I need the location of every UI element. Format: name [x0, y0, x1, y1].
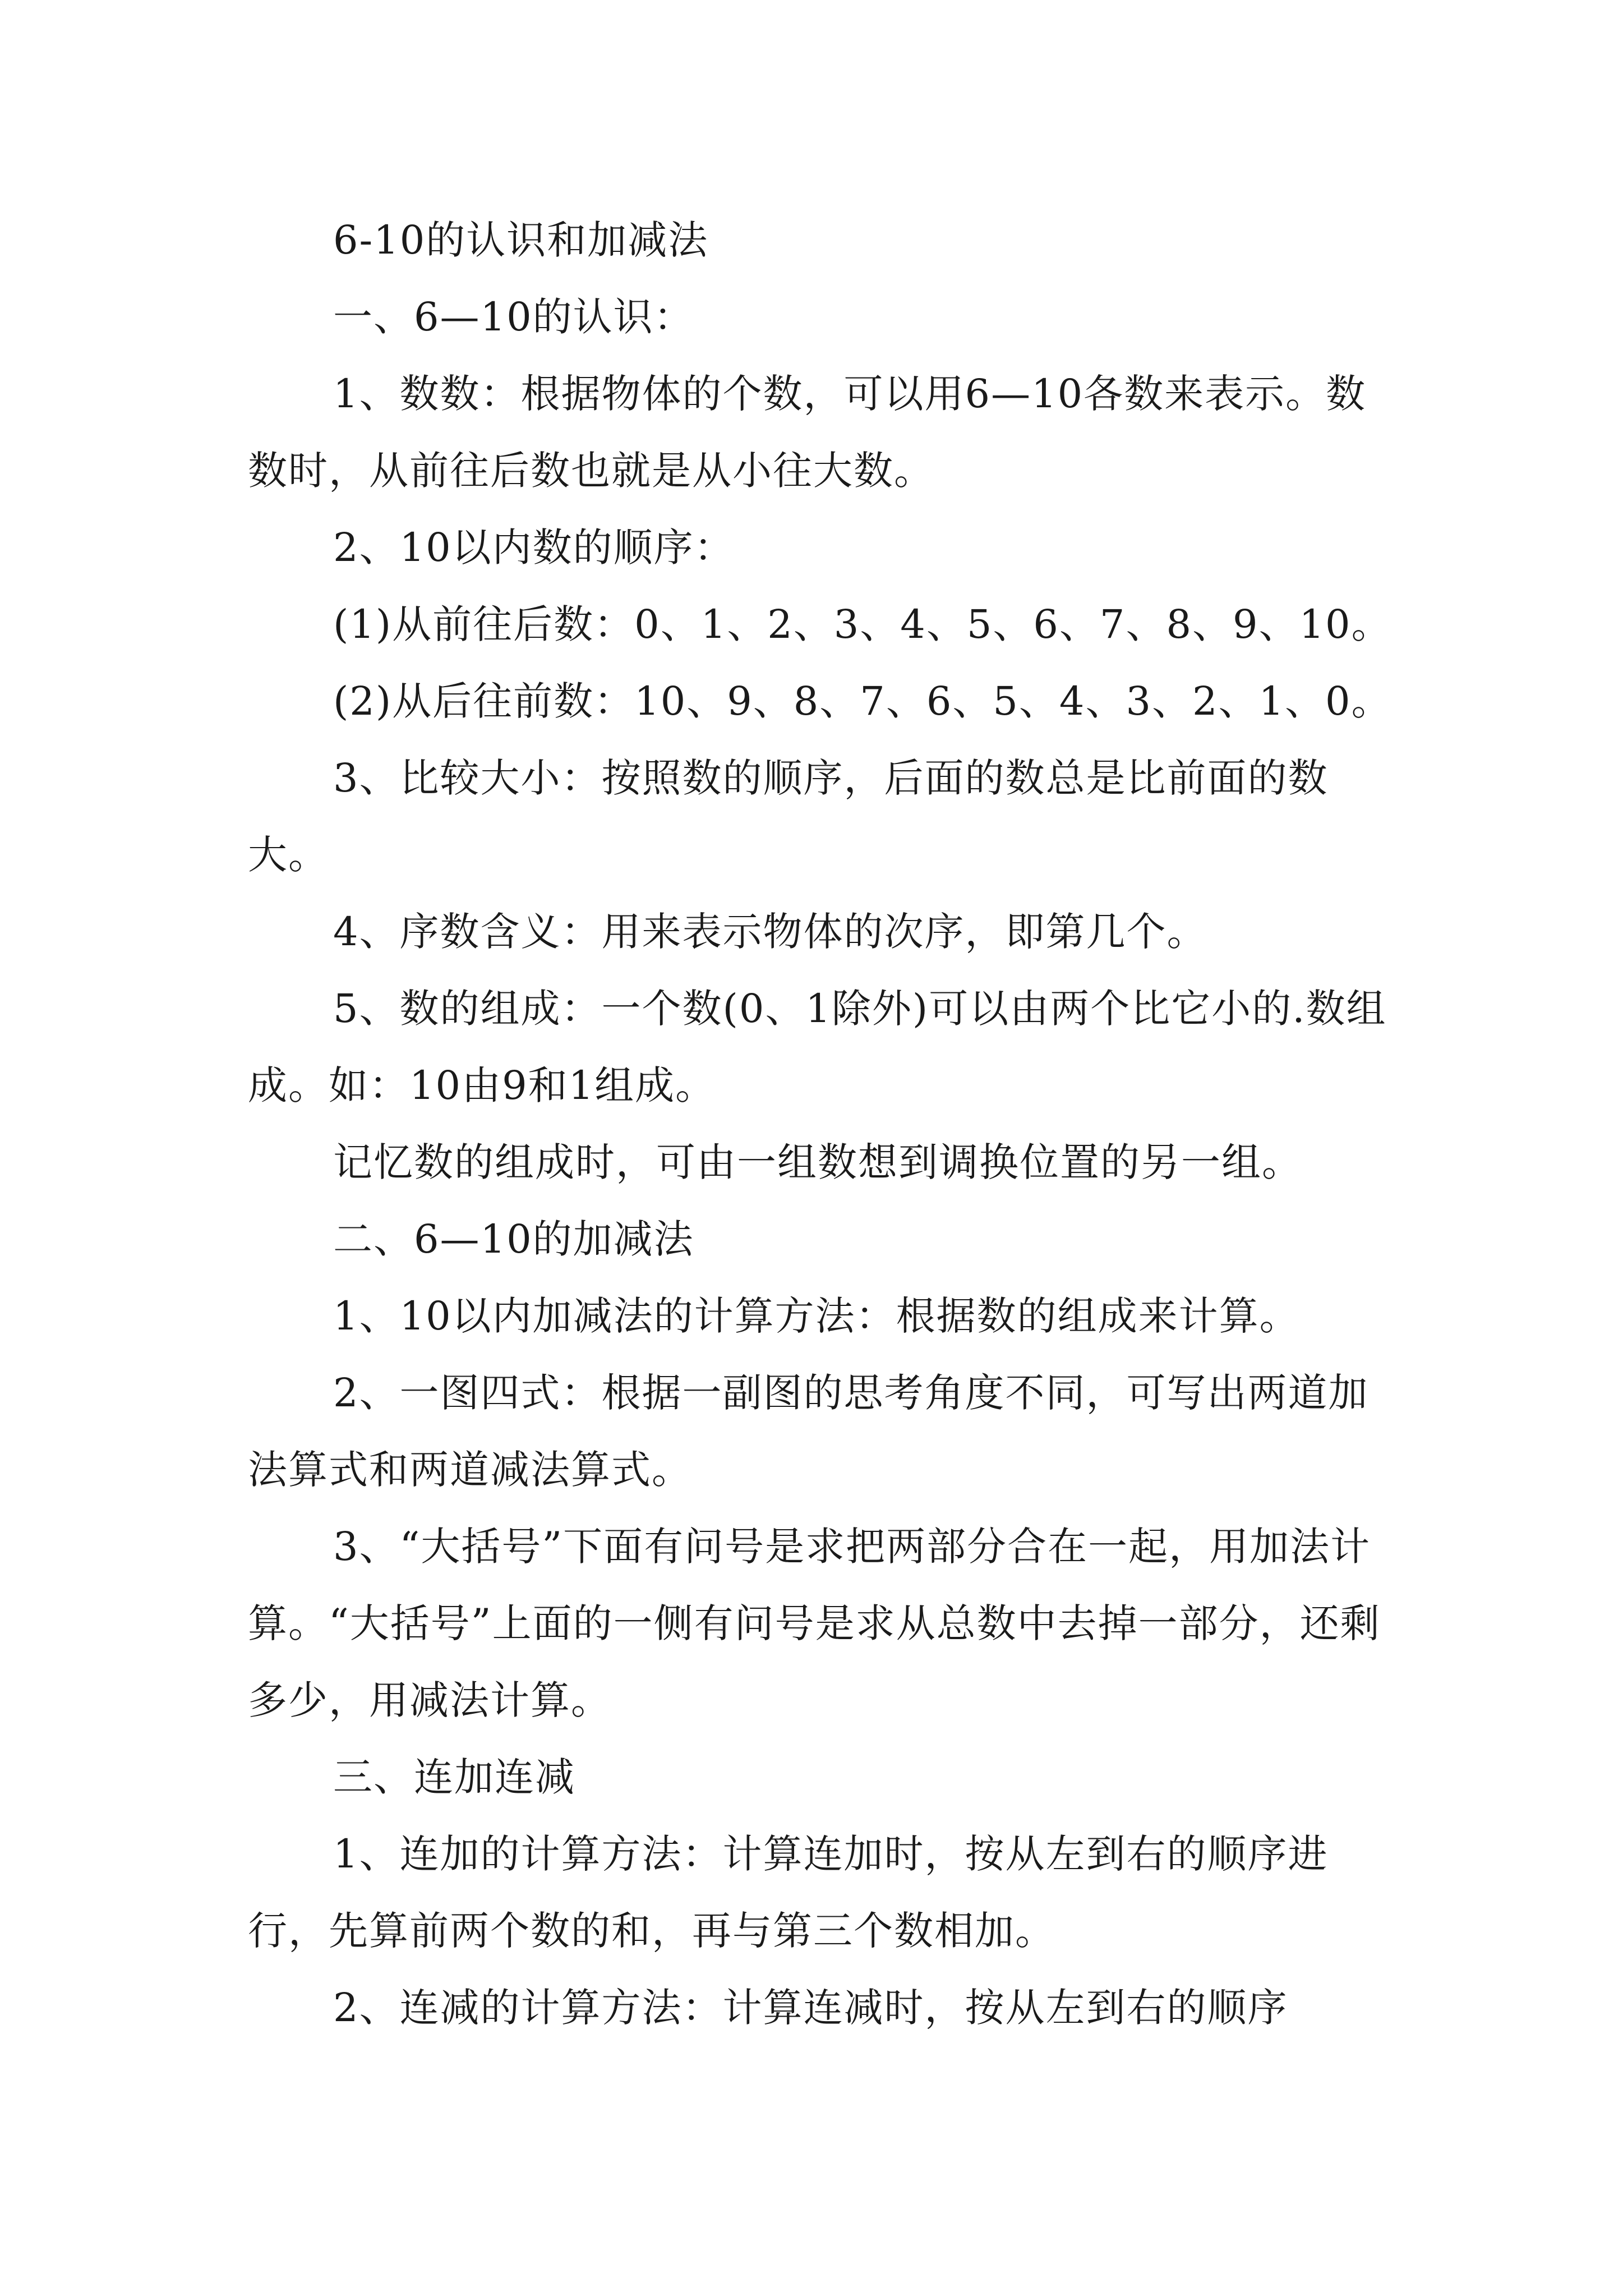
section-heading-recognition: 一、6—10的认识： [333, 294, 694, 340]
paragraph-consecutive-sub: 2、连减的计算方法：计算连减时，按从左到右的顺序 [333, 1985, 1288, 2031]
paragraph-order-forward: (1)从前往后数：0、1、2、3、4、5、6、7、8、9、10。 [333, 601, 1392, 647]
section-heading-consecutive: 三、连加连减 [333, 1754, 575, 1800]
paragraph-brace: 3、“大括号”下面有问号是求把两部分合在一起，用加法计算。“大括号”上面的一侧有问号是求从总数中去掉一部分，还剩多少，用减法计算。 [248, 1524, 1381, 1723]
paragraph-calc-method: 1、10以内加减法的计算方法：根据数的组成来计算。 [333, 1293, 1300, 1339]
paragraph-order-backward: (2)从后往前数：10、9、8、7、6、5、4、3、2、1、0。 [333, 678, 1392, 724]
paragraph-consecutive-add: 1、连加的计算方法：计算连加时，按从左到右的顺序进行，先算前两个数的和，再与第三个数相加。 [248, 1831, 1329, 1954]
paragraph-one-picture-four-equations: 2、一图四式：根据一副图的思考角度不同，可写出两道加法算式和两道减法算式。 [248, 1370, 1369, 1493]
document-title: 6-10的认识和加减法 [333, 217, 709, 263]
paragraph-ordinal: 4、序数含义：用来表示物体的次序，即第几个。 [333, 909, 1207, 955]
paragraph-counting: 1、数数：根据物体的个数，可以用6—10各数来表示。数数时，从前往后数也就是从小往大数。 [248, 371, 1367, 494]
paragraph-compare: 3、比较大小：按照数的顺序，后面的数总是比前面的数大。 [248, 755, 1329, 878]
paragraph-composition: 5、数的组成：一个数(0、1除外)可以由两个比它小的.数组成。如：10由9和1组成。 [248, 986, 1387, 1108]
document-body [248, 202, 1392, 2046]
paragraph-order-heading: 2、10以内数的顺序： [333, 524, 735, 570]
section-heading-add-sub: 二、6—10的加减法 [333, 1216, 694, 1262]
paragraph-memory-tip: 记忆数的组成时，可由一组数想到调换位置的另一组。 [333, 1139, 1302, 1185]
